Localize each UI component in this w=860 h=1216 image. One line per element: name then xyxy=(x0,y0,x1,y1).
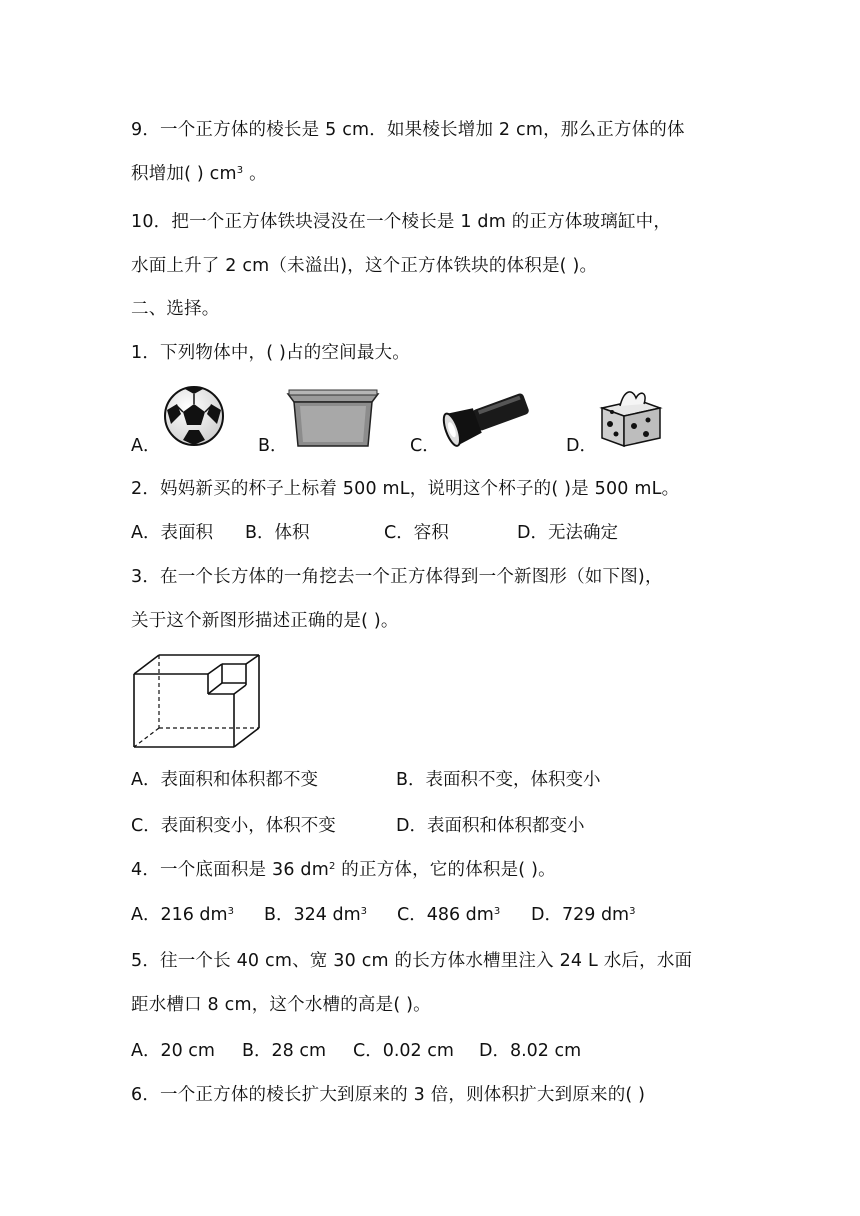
c2-option-d: D．无法确定 xyxy=(517,523,618,543)
c4-option-b-exponent: 3 xyxy=(360,906,368,917)
c1-stem: 1．下列物体中，( )占的空间最大。 xyxy=(131,343,410,363)
c1-option-d: D． xyxy=(566,436,597,456)
c4-option-b xyxy=(264,903,367,927)
tissue-box-icon xyxy=(598,386,664,448)
c3-option-b: B．表面积不变，体积变小 xyxy=(396,770,601,790)
c4-option-a-exponent: 3 xyxy=(227,906,234,917)
q10-line1: 10．把一个正方体铁块浸没在一个棱长是 1 dm 的正方体玻璃缸中， xyxy=(131,212,672,232)
section-title: 二、选择。 xyxy=(131,299,220,319)
c4-stem-end: 的正方体，它的体积是( )。 xyxy=(335,860,556,880)
c4-option-d-exponent: 3 xyxy=(629,906,636,917)
c5-option-b: B．28 cm xyxy=(242,1041,327,1061)
c4-option-d xyxy=(531,903,635,927)
c4-stem-text: 4．一个底面积是 36 dm xyxy=(131,860,329,880)
c5-line1: 5．往一个长 40 cm、宽 30 cm 的长方体水槽里注入 24 L 水后，水面 xyxy=(131,951,693,971)
c4-option-c-text: C．486 dm xyxy=(397,905,494,925)
c4-option-c xyxy=(397,903,500,927)
c1-option-c: C． xyxy=(410,436,440,456)
c4-option-a-text: A．216 dm xyxy=(131,905,228,925)
c2-option-b: B．体积 xyxy=(245,523,310,543)
c4-option-c-exponent: 3 xyxy=(493,906,501,917)
c2-stem: 2．妈妈新买的杯子上标着 500 mL，说明这个杯子的( )是 500 mL。 xyxy=(131,479,680,499)
c3-line1: 3．在一个长方体的一角挖去一个正方体得到一个新图形（如下图)， xyxy=(131,567,663,587)
c5-option-d: D．8.02 cm xyxy=(479,1041,582,1061)
c4-stem-exponent: 2 xyxy=(328,861,336,872)
storage-box-icon xyxy=(286,388,380,450)
c6-stem: 6．一个正方体的棱长扩大到原来的 3 倍，则体积扩大到原来的( ) xyxy=(131,1085,646,1105)
c3-option-c: C．表面积变小，体积不变 xyxy=(131,816,336,836)
q9-line2 xyxy=(131,162,267,186)
soccer-ball-icon xyxy=(163,384,225,448)
flashlight-icon xyxy=(441,388,533,448)
c4-option-a xyxy=(131,903,234,927)
q9-line1: 9．一个正方体的棱长是 5 cm．如果棱长增加 2 cm，那么正方体的体 xyxy=(131,120,685,140)
q9-line2-exponent: 3 xyxy=(236,165,244,176)
c5-option-c: C．0.02 cm xyxy=(353,1041,454,1061)
c3-line2: 关于这个新图形描述正确的是( )。 xyxy=(131,611,399,631)
q9-line2-text: 积增加( ) cm xyxy=(131,164,237,184)
c2-option-c: C．容积 xyxy=(384,523,449,543)
c2-option-a: A．表面积 xyxy=(131,523,213,543)
c1-option-a: A． xyxy=(131,436,161,456)
c4-stem xyxy=(131,858,556,882)
c4-option-d-text: D．729 dm xyxy=(531,905,630,925)
cuboid-figure xyxy=(130,652,264,750)
c5-option-a: A．20 cm xyxy=(131,1041,215,1061)
c5-line2: 距水槽口 8 cm，这个水槽的高是( )。 xyxy=(131,995,431,1015)
c4-option-b-text: B．324 dm xyxy=(264,905,361,925)
c1-option-b: B． xyxy=(258,436,288,456)
q9-line2-end: 。 xyxy=(243,164,267,184)
c3-option-d: D．表面积和体积都变小 xyxy=(396,816,585,836)
q10-line2: 水面上升了 2 cm（未溢出)，这个正方体铁块的体积是( )。 xyxy=(131,256,598,276)
c3-option-a: A．表面积和体积都不变 xyxy=(131,770,318,790)
